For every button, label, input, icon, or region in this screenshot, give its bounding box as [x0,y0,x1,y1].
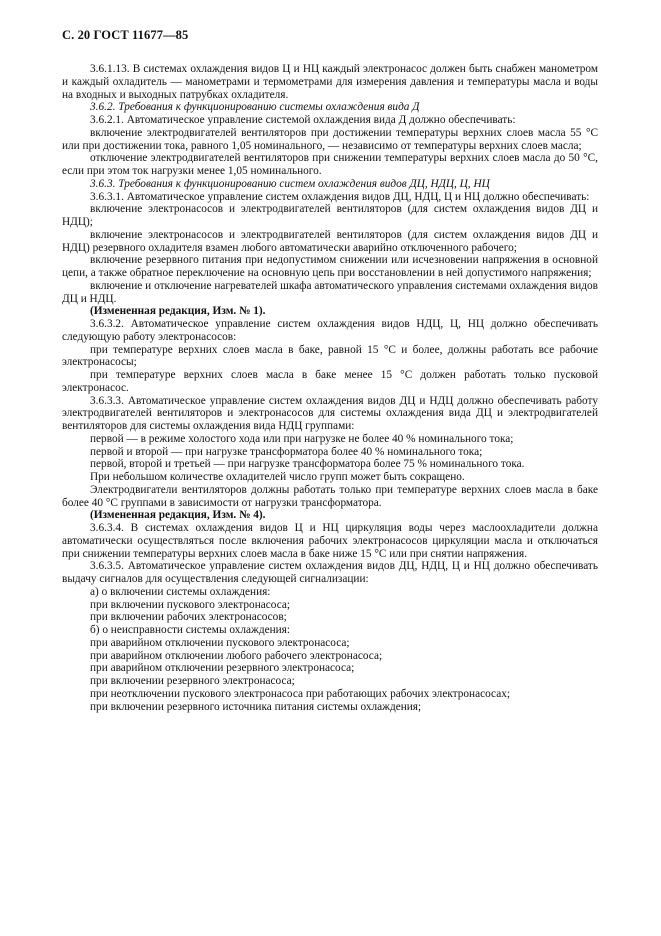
list-item: при аварийном отключении резервного электронасоса; [90,662,355,675]
list-item: при неотключении пускового электронасоса при работающих рабочих электронасосах; [90,687,511,700]
paragraph: первой, второй и третьей — при нагрузке трансформатора более 75 % номинального тока. [90,458,525,471]
section-heading-text: 3.6.2. Требования к функционированию системы охлаждения вида Д [90,101,420,114]
list-item: б) о неисправности системы охлаждения: [90,624,291,636]
section-heading-text: 3.6.3. Требования к функционированию систем охлаждения видов ДЦ, НДЦ, Ц, НЦ [90,177,490,190]
paragraph: первой и второй — при нагрузке трансформатора более 40 % номинального тока; [90,445,483,458]
amendment-note-text: (Измененная редакция, Изм. № 1). [90,305,266,318]
paragraph: включение резервного питания при недопустимом снижении или исчезновении напряжения в основной цепи, а также обратное переключение на основную цепь при восстановлении в ней допустимого напряжения; [62,254,598,279]
list-item: а) о включении системы охлаждения: [90,585,271,598]
paragraph: при температуре верхних слоев масла в баке, равной 15 °С и более, должны работать все рабочие электронасосы; [62,343,598,369]
paragraph: Электродвигатели вентиляторов должны работать только при температуре верхних слоев масла в баке более 40 °С группами в зависимости от нагрузки трансформатора. [62,483,598,509]
paragraph: 3.6.3.1. Автоматическое управление систем охлаждения видов ДЦ, НДЦ, Ц и НЦ должно обеспечивать: [90,190,590,203]
paragraph: включение электродвигателей вентиляторов при достижении температуры верхних слоев масла 55 °С или при достижении тока, равного 1,05 номинального, — независимо от температуры верхних слоев масла; [62,126,598,152]
paragraph: включение электронасосов и электродвигателей вентиляторов (для систем охлаждения видов ДЦ и НДЦ) резервного охладителя взамен любого автоматически аварийно отключенного рабочего; [62,228,598,254]
list-item: при аварийном отключении любого рабочего электронасоса; [90,649,383,662]
amendment-note-text: (Измененная редакция, Изм. № 4). [90,509,266,522]
paragraph: При небольшом количестве охладителей число групп может быть сокращено. [90,471,465,483]
list-item: при включении резервного источника питания системы охлаждения; [90,700,422,713]
paragraph: включение и отключение нагревателей шкафа автоматического управления системами охлаждения видов ДЦ и НДЦ. [62,279,598,305]
paragraph: при температуре верхних слоев масла в баке менее 15 °С должен работать только пусковой электронасос. [62,369,598,394]
list-item: при включении резервного электронасоса; [90,675,295,687]
page-header: С. 20 ГОСТ 11677—85 [62,28,189,42]
paragraph: первой — в режиме холостого хода или при нагрузке не более 40 % номинального тока; [90,432,514,445]
section-heading [62,101,598,114]
paragraph: 3.6.2.1. Автоматическое управление системой охлаждения вида Д должно обеспечивать: [90,114,516,126]
list-item: при аварийном отключении пускового электронасоса; [90,636,350,649]
list-item: при включении пускового электронасоса; [90,598,291,611]
paragraph: отключение электродвигателей вентиляторов при снижении температуры верхних слоев масла до 50 °С, если при этом ток нагрузки менее 1,05 номинального. [62,152,598,177]
paragraph: 3.6.3.5. Автоматическое управление систем охлаждения видов ДЦ, НДЦ, Ц и НЦ должно обеспечивать выдачу сигналов для осуществления следующей сигнализации: [62,560,598,585]
list-item: при включении рабочих электронасосов; [90,611,287,624]
amendment-note [62,305,598,318]
document-body [62,63,598,713]
paragraph: 3.6.3.2. Автоматическое управление систем охлаждения видов НДЦ, Ц, НЦ должно обеспечивать следующую работу электронасосов: [62,318,598,343]
section-heading [62,178,598,191]
paragraph: 3.6.1.13. В системах охлаждения видов Ц и НЦ каждый электронасос должен быть снабжен манометром и каждый охладитель — манометрами и термометрами для измерения давления и температуры масла и воды на входных и выходных патрубках охладителя. [62,63,598,101]
amendment-note [62,509,598,522]
paragraph: 3.6.3.4. В системах охлаждения видов Ц и НЦ циркуляция воды через маслоохладители должна автоматически осуществляться после включения рабочих электронасосов циркуляции масла и отключаться при снижении температуры верхних слоев масла в баке ниже 15 °С или при снятии напряжения. [62,522,598,560]
paragraph: включение электронасосов и электродвигателей вентиляторов (для систем охлаждения видов ДЦ и НДЦ); [62,203,598,228]
paragraph: 3.6.3.3. Автоматическое управление систем охлаждения видов ДЦ и НДЦ должно обеспечивать работу электродвигателей вентиляторов и электронасосов для системы охлаждения вида ДЦ и электродвигателей вентиляторов для системы охлаждения вида НДЦ группами: [62,394,598,432]
